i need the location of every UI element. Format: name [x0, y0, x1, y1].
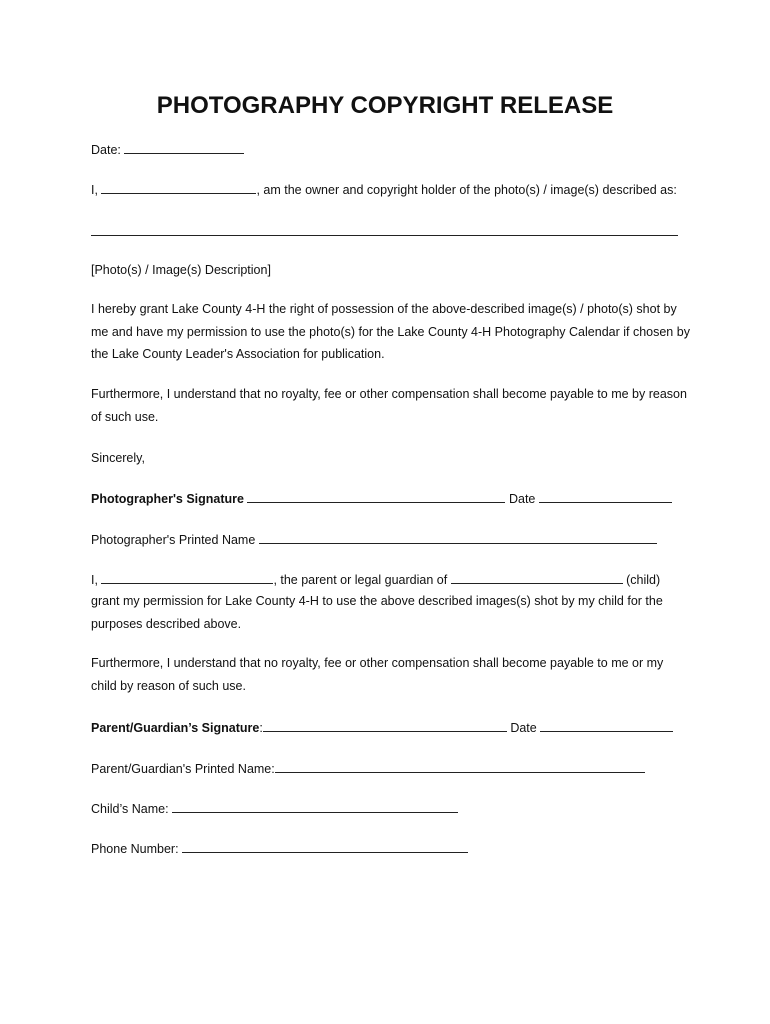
phone-number-row — [91, 840, 468, 857]
closing-text: Sincerely, — [91, 451, 145, 465]
photographer-date-field[interactable] — [539, 490, 672, 503]
date-label: Date: — [91, 143, 121, 157]
child-name-label: Child’s Name: — [91, 802, 169, 816]
guardian-middle: , the parent or legal guardian of — [273, 573, 448, 587]
guardian-printed-name-field[interactable] — [275, 760, 645, 773]
guardian-prefix: I, — [91, 573, 98, 587]
photographer-date-label: Date — [508, 492, 536, 506]
child-name-row — [91, 800, 458, 817]
photographer-printed-name-field[interactable] — [259, 531, 657, 544]
guardian-row — [91, 571, 660, 588]
photographer-printed-name-label: Photographer's Printed Name — [91, 533, 256, 547]
description-field[interactable] — [91, 235, 678, 236]
photographer-printed-name-row — [91, 531, 657, 548]
guardian-name-field[interactable] — [101, 571, 273, 584]
guardian-signature-row — [91, 719, 673, 736]
grant-paragraph: I hereby grant Lake County 4-H the right of possession of the above-described image(s) / photo(s) shot by me and have my permission to use the photo(s) for the Lake County 4-H Photography Calendar if chosen by the Lake County Leader's Association for publication. — [91, 302, 690, 361]
royalty-paragraph: Furthermore, I understand that no royalty, fee or other compensation shall become payable to me by reason of such use. — [91, 387, 687, 424]
guardian-child-suffix: (child) — [626, 573, 661, 587]
guardian-date-field[interactable] — [540, 719, 673, 732]
owner-name-field[interactable] — [101, 181, 256, 194]
photographer-signature-row — [91, 490, 672, 507]
photographer-signature-field[interactable] — [247, 490, 505, 503]
guardian-signature-field[interactable] — [263, 719, 507, 732]
child-name-field[interactable] — [172, 800, 458, 813]
document-title: PHOTOGRAPHY COPYRIGHT RELEASE — [156, 92, 614, 119]
owner-suffix: , am the owner and copyright holder of the photo(s) / image(s) described as: — [256, 183, 677, 197]
guardian-signature-colon: : — [259, 721, 263, 735]
guardian-signature-label: Parent/Guardian’s Signature — [91, 721, 260, 735]
date-row — [91, 141, 244, 158]
guardian-date-label: Date — [510, 721, 537, 735]
phone-number-field[interactable] — [182, 840, 468, 853]
owner-row — [91, 181, 677, 198]
guardian-royalty-paragraph: Furthermore, I understand that no royalty, fee or other compensation shall become payable to me or my child by reason of such use. — [91, 656, 664, 693]
description-placeholder: [Photo(s) / Image(s) Description] — [91, 263, 271, 277]
guardian-paragraph: grant my permission for Lake County 4-H to use the above described images(s) shot by my child for the purposes described above. — [91, 594, 663, 631]
guardian-printed-name-row — [91, 760, 645, 777]
photographer-signature-label: Photographer's Signature — [91, 492, 244, 506]
owner-prefix: I, — [91, 183, 98, 197]
date-field[interactable] — [124, 141, 244, 154]
child-name-inline-field[interactable] — [451, 571, 623, 584]
phone-number-label: Phone Number: — [91, 842, 179, 856]
guardian-printed-name-label: Parent/Guardian's Printed Name: — [91, 762, 275, 776]
